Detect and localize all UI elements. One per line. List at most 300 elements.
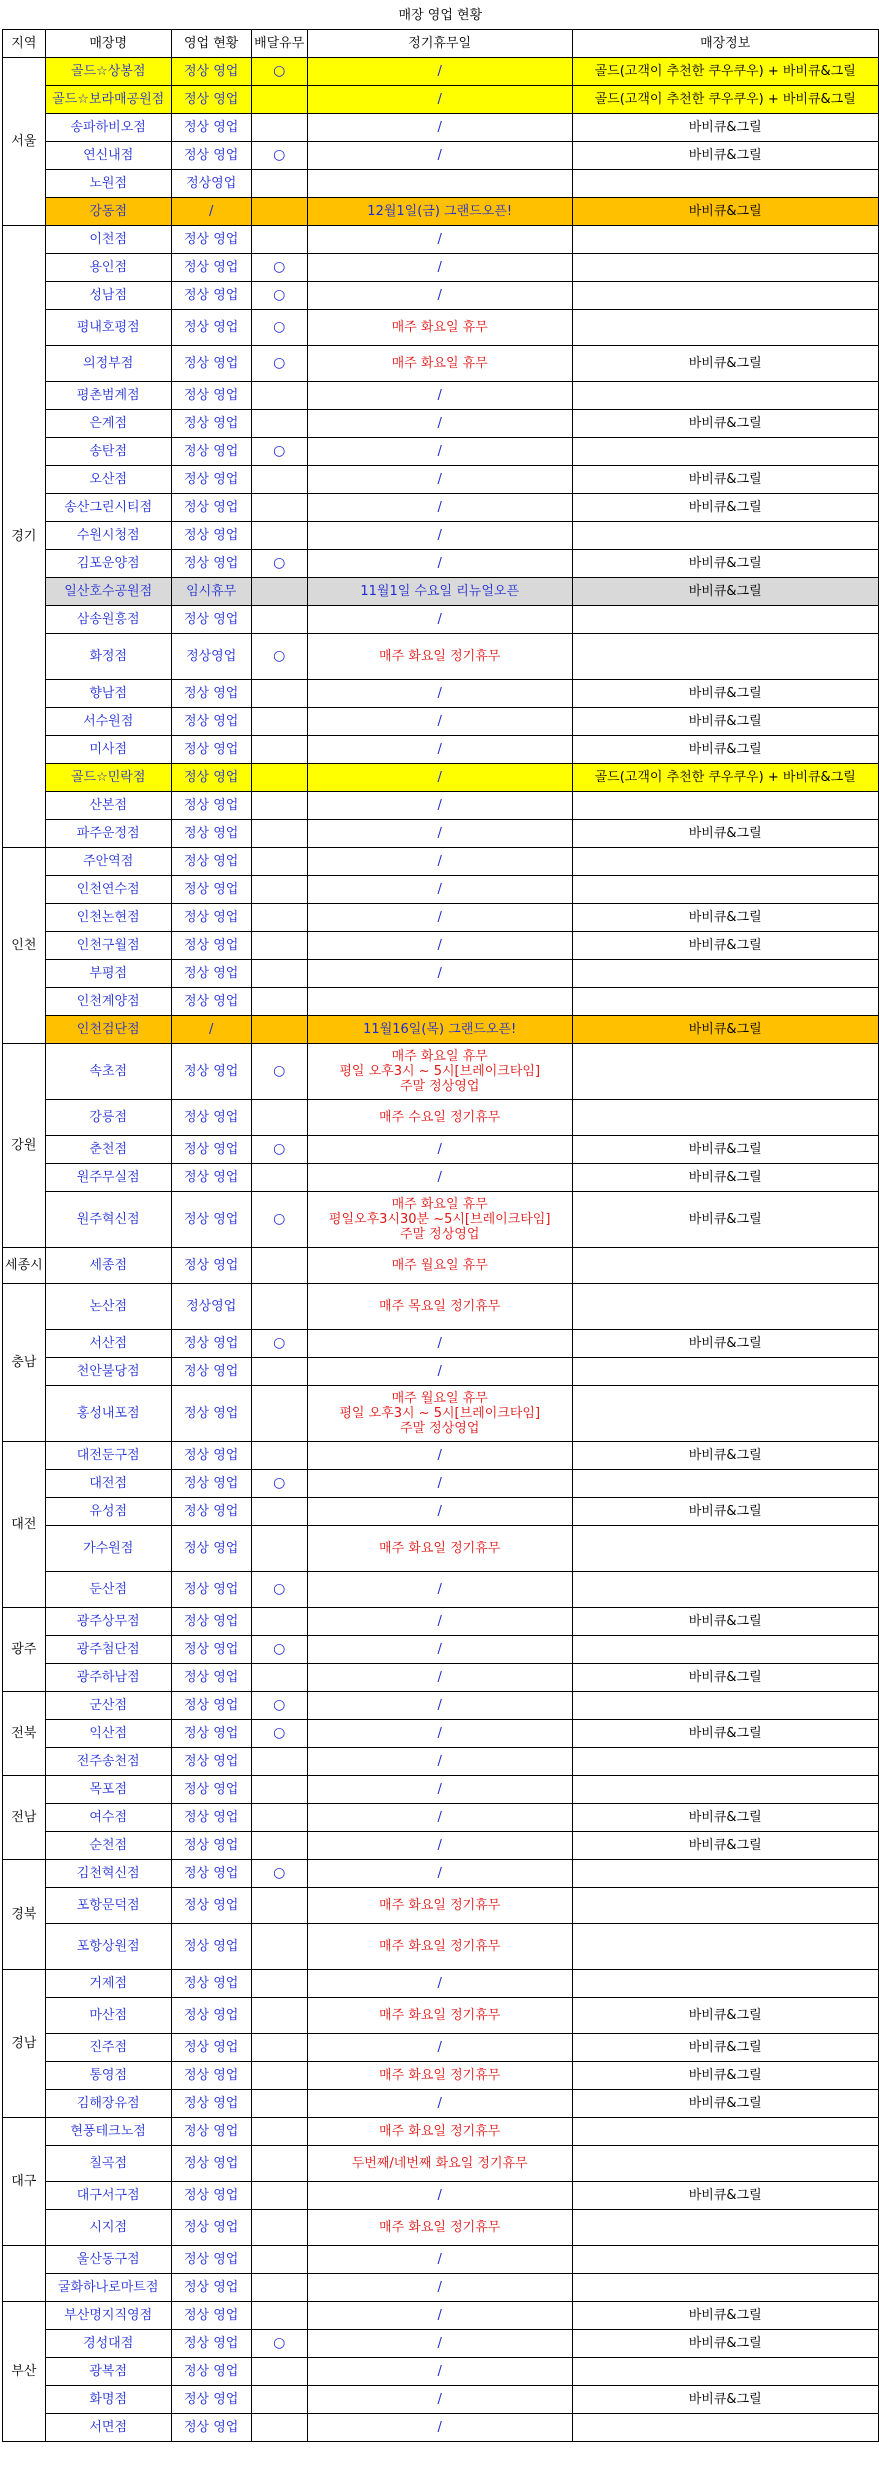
delivery-mark	[251, 1497, 307, 1525]
region-cell: 경북	[3, 1859, 46, 1969]
regular-holiday: /	[307, 679, 572, 707]
store-name: 의정부점	[45, 345, 171, 381]
store-info	[572, 253, 878, 281]
store-info: 바비큐&그릴	[572, 113, 878, 141]
regular-holiday: /	[307, 1497, 572, 1525]
store-info	[572, 959, 878, 987]
regular-holiday: /	[307, 959, 572, 987]
store-status: 정상 영업	[171, 1385, 251, 1441]
table-row	[3, 521, 879, 549]
store-status: 정상 영업	[171, 1043, 251, 1099]
delivery-mark	[251, 1525, 307, 1571]
table-row	[3, 1803, 879, 1831]
store-status: 정상 영업	[171, 987, 251, 1015]
delivery-mark	[251, 197, 307, 225]
store-status: 정상 영업	[171, 345, 251, 381]
table-row	[3, 959, 879, 987]
delivery-mark	[251, 521, 307, 549]
delivery-mark	[251, 2273, 307, 2301]
header-store-info: 매장정보	[572, 29, 878, 57]
store-name: 인천검단점	[45, 1015, 171, 1043]
store-info: 바비큐&그릴	[572, 903, 878, 931]
store-status: 정상 영업	[171, 1663, 251, 1691]
table-row	[3, 1831, 879, 1859]
table-row	[3, 2329, 879, 2357]
store-info	[572, 2413, 878, 2441]
delivery-mark	[251, 791, 307, 819]
store-name: 인천연수점	[45, 875, 171, 903]
table-row	[3, 847, 879, 875]
delivery-mark	[251, 2181, 307, 2209]
region-cell: 인천	[3, 847, 46, 1043]
table-row	[3, 2033, 879, 2061]
table-row	[3, 1747, 879, 1775]
region-cell: 서울	[3, 57, 46, 225]
table-row	[3, 281, 879, 309]
delivery-mark	[251, 2385, 307, 2413]
store-name: 거제점	[45, 1969, 171, 1997]
store-name: 부산명지직영점	[45, 2301, 171, 2329]
regular-holiday: /	[307, 605, 572, 633]
regular-holiday: /	[307, 57, 572, 85]
table-row	[3, 987, 879, 1015]
store-status: 정상 영업	[171, 1469, 251, 1497]
table-row	[3, 253, 879, 281]
table-row	[3, 1691, 879, 1719]
store-status: 정상 영업	[171, 707, 251, 735]
table-row	[3, 1859, 879, 1887]
delivery-mark: ○	[251, 1329, 307, 1357]
store-info	[572, 1571, 878, 1607]
table-row	[3, 1719, 879, 1747]
store-info: 바비큐&그릴	[572, 1191, 878, 1247]
delivery-mark: ○	[251, 1719, 307, 1747]
store-status: 정상 영업	[171, 281, 251, 309]
delivery-mark: ○	[251, 1571, 307, 1607]
store-status: 정상영업	[171, 633, 251, 679]
store-name: 원주혁신점	[45, 1191, 171, 1247]
store-name: 익산점	[45, 1719, 171, 1747]
regular-holiday: /	[307, 1163, 572, 1191]
region-cell: 대전	[3, 1441, 46, 1607]
regular-holiday: /	[307, 1747, 572, 1775]
store-name: 칠곡점	[45, 2145, 171, 2181]
store-status: 정상 영업	[171, 225, 251, 253]
store-info: 바비큐&그릴	[572, 1329, 878, 1357]
store-info: 바비큐&그릴	[572, 707, 878, 735]
store-name: 골드☆상봉점	[45, 57, 171, 85]
store-name: 세종점	[45, 1247, 171, 1283]
store-info	[572, 309, 878, 345]
delivery-mark	[251, 875, 307, 903]
holiday-line: 주말 정상영업	[399, 1226, 480, 1242]
store-name: 천안불당점	[45, 1357, 171, 1385]
store-status: 정상 영업	[171, 2117, 251, 2145]
delivery-mark	[251, 1099, 307, 1135]
store-status: 정상 영업	[171, 1803, 251, 1831]
holiday-line: 평일 오후3시 ~ 5시[브레이크타임]	[339, 1063, 541, 1079]
store-info: 바비큐&그릴	[572, 493, 878, 521]
store-name: 은계점	[45, 409, 171, 437]
table-row	[3, 2301, 879, 2329]
table-row	[3, 1247, 879, 1283]
store-info: 바비큐&그릴	[572, 2301, 878, 2329]
regular-holiday: 매주 화요일 정기휴무	[307, 2209, 572, 2245]
table-row	[3, 2181, 879, 2209]
delivery-mark	[251, 1015, 307, 1043]
store-status: 정상 영업	[171, 2145, 251, 2181]
table-row	[3, 1571, 879, 1607]
regular-holiday: /	[307, 2329, 572, 2357]
store-name: 광주하남점	[45, 1663, 171, 1691]
store-info	[572, 521, 878, 549]
delivery-mark: ○	[251, 141, 307, 169]
regular-holiday: 매주 목요일 정기휴무	[307, 1283, 572, 1329]
regular-holiday: /	[307, 437, 572, 465]
store-status: 정상 영업	[171, 931, 251, 959]
delivery-mark: ○	[251, 437, 307, 465]
store-name: 대구서구점	[45, 2181, 171, 2209]
store-info	[572, 381, 878, 409]
delivery-mark	[251, 2089, 307, 2117]
table-row	[3, 2245, 879, 2273]
store-status: 정상 영업	[171, 1441, 251, 1469]
delivery-mark	[251, 763, 307, 791]
table-row	[3, 2145, 879, 2181]
store-info	[572, 1099, 878, 1135]
holiday-line: 주말 정상영업	[399, 1078, 480, 1094]
store-status: 정상 영업	[171, 1571, 251, 1607]
store-info	[572, 1043, 878, 1099]
regular-holiday: /	[307, 2181, 572, 2209]
store-name: 노원점	[45, 169, 171, 197]
table-row	[3, 113, 879, 141]
store-info: 바비큐&그릴	[572, 679, 878, 707]
store-info	[572, 847, 878, 875]
table-row	[3, 1525, 879, 1571]
store-info	[572, 2145, 878, 2181]
regular-holiday	[307, 987, 572, 1015]
delivery-mark	[251, 577, 307, 605]
table-row	[3, 1663, 879, 1691]
regular-holiday: /	[307, 1803, 572, 1831]
region-cell: 전북	[3, 1691, 46, 1775]
header-region: 지역	[3, 29, 46, 57]
store-name: 원주무실점	[45, 1163, 171, 1191]
store-name: 인천구월점	[45, 931, 171, 959]
table-row	[3, 1329, 879, 1357]
table-row	[3, 2357, 879, 2385]
holiday-line: 평일 오후3시 ~ 5시[브레이크타임]	[339, 1405, 541, 1421]
holiday-line: 매주 월요일 휴무	[391, 1390, 488, 1406]
table-row	[3, 1357, 879, 1385]
store-name: 목포점	[45, 1775, 171, 1803]
region-cell: 부산	[3, 2301, 46, 2441]
table-row	[3, 1469, 879, 1497]
region-cell	[3, 2245, 46, 2301]
holiday-line: 주말 정상영업	[399, 1420, 480, 1436]
regular-holiday: 매주 화요일 정기휴무	[307, 2117, 572, 2145]
store-name: 진주점	[45, 2033, 171, 2061]
store-status: 정상 영업	[171, 2329, 251, 2357]
store-name: 골드☆보라매공원점	[45, 85, 171, 113]
store-name: 성남점	[45, 281, 171, 309]
store-info: 바비큐&그릴	[572, 1607, 878, 1635]
store-name: 가수원점	[45, 1525, 171, 1571]
store-status: 정상 영업	[171, 903, 251, 931]
region-cell: 경기	[3, 225, 46, 847]
table-row	[3, 345, 879, 381]
sheet-title: 매장 영업 현황	[398, 7, 483, 23]
store-status: 정상 영업	[171, 493, 251, 521]
table-row	[3, 169, 879, 197]
delivery-mark: ○	[251, 1635, 307, 1663]
regular-holiday: 매주 화요일 정기휴무	[307, 1923, 572, 1969]
store-status: 정상 영업	[171, 1163, 251, 1191]
delivery-mark: ○	[251, 1135, 307, 1163]
regular-holiday: 11월1일 수요일 리뉴얼오픈	[307, 577, 572, 605]
store-info	[572, 225, 878, 253]
delivery-mark	[251, 819, 307, 847]
store-info	[572, 2245, 878, 2273]
store-info: 바비큐&그릴	[572, 931, 878, 959]
store-info	[572, 1747, 878, 1775]
store-status: 정상 영업	[171, 2301, 251, 2329]
regular-holiday: 매주 월요일 휴무	[307, 1247, 572, 1283]
store-name: 골드☆민락점	[45, 763, 171, 791]
regular-holiday: /	[307, 381, 572, 409]
delivery-mark	[251, 1803, 307, 1831]
delivery-mark	[251, 959, 307, 987]
store-info	[572, 1775, 878, 1803]
regular-holiday	[307, 1043, 572, 1099]
table-row	[3, 1441, 879, 1469]
delivery-mark	[251, 465, 307, 493]
store-status: 정상 영업	[171, 1691, 251, 1719]
holiday-line: 평일오후3시30분 ~5시[브레이크타임]	[328, 1211, 551, 1227]
regular-holiday: 매주 화요일 정기휴무	[307, 633, 572, 679]
store-name: 광주상무점	[45, 1607, 171, 1635]
table-row	[3, 1163, 879, 1191]
delivery-mark	[251, 2301, 307, 2329]
store-status: 정상 영업	[171, 1525, 251, 1571]
regular-holiday: 매주 화요일 휴무	[307, 309, 572, 345]
regular-holiday: /	[307, 2245, 572, 2273]
regular-holiday: /	[307, 2033, 572, 2061]
store-status: 정상 영업	[171, 409, 251, 437]
store-name: 여수점	[45, 1803, 171, 1831]
store-info: 바비큐&그릴	[572, 1831, 878, 1859]
store-status: 임시휴무	[171, 577, 251, 605]
store-info: 바비큐&그릴	[572, 549, 878, 577]
store-info	[572, 169, 878, 197]
table-row	[3, 1497, 879, 1525]
table-row	[3, 903, 879, 931]
store-info	[572, 1635, 878, 1663]
store-status: 정상 영업	[171, 1099, 251, 1135]
delivery-mark: ○	[251, 549, 307, 577]
table-row	[3, 791, 879, 819]
delivery-mark: ○	[251, 633, 307, 679]
store-info: 골드(고객이 추천한 쿠우쿠우) + 바비큐&그릴	[572, 57, 878, 85]
regular-holiday: /	[307, 141, 572, 169]
regular-holiday: /	[307, 549, 572, 577]
regular-holiday: /	[307, 2301, 572, 2329]
regular-holiday	[307, 169, 572, 197]
store-info: 바비큐&그릴	[572, 2061, 878, 2089]
store-info	[572, 437, 878, 465]
header-status: 영업 현황	[171, 29, 251, 57]
table-row	[3, 2117, 879, 2145]
regular-holiday: /	[307, 819, 572, 847]
region-cell: 충남	[3, 1283, 46, 1441]
table-row	[3, 57, 879, 85]
store-status: 정상 영업	[171, 253, 251, 281]
store-name: 송산그린시티점	[45, 493, 171, 521]
store-status: 정상 영업	[171, 2181, 251, 2209]
store-status: 정상 영업	[171, 57, 251, 85]
store-info: 바비큐&그릴	[572, 1135, 878, 1163]
delivery-mark	[251, 679, 307, 707]
regular-holiday: /	[307, 735, 572, 763]
regular-holiday: /	[307, 1691, 572, 1719]
table-row	[3, 2385, 879, 2413]
store-status: 정상 영업	[171, 791, 251, 819]
table-row	[3, 1135, 879, 1163]
store-name: 광복점	[45, 2357, 171, 2385]
table-row	[3, 1969, 879, 1997]
store-status-table	[2, 2, 879, 2442]
table-row	[3, 679, 879, 707]
store-info	[572, 1283, 878, 1329]
table-row	[3, 931, 879, 959]
store-info: 바비큐&그릴	[572, 1663, 878, 1691]
store-name: 현풍테크노점	[45, 2117, 171, 2145]
regular-holiday: /	[307, 113, 572, 141]
region-cell: 전남	[3, 1775, 46, 1859]
store-info: 바비큐&그릴	[572, 409, 878, 437]
store-info	[572, 2357, 878, 2385]
delivery-mark	[251, 1385, 307, 1441]
regular-holiday: /	[307, 521, 572, 549]
store-info: 바비큐&그릴	[572, 1803, 878, 1831]
regular-holiday: /	[307, 1719, 572, 1747]
delivery-mark	[251, 225, 307, 253]
table-row	[3, 309, 879, 345]
delivery-mark	[251, 903, 307, 931]
regular-holiday: /	[307, 281, 572, 309]
store-status: 정상 영업	[171, 959, 251, 987]
regular-holiday: /	[307, 791, 572, 819]
regular-holiday: 11월16일(목) 그랜드오픈!	[307, 1015, 572, 1043]
regular-holiday: 12월1일(금) 그랜드오픈!	[307, 197, 572, 225]
regular-holiday: /	[307, 1663, 572, 1691]
delivery-mark	[251, 1747, 307, 1775]
delivery-mark: ○	[251, 2329, 307, 2357]
store-name: 둔산점	[45, 1571, 171, 1607]
regular-holiday: /	[307, 2385, 572, 2413]
store-status: 정상 영업	[171, 1635, 251, 1663]
store-info: 바비큐&그릴	[572, 345, 878, 381]
regular-holiday: /	[307, 1135, 572, 1163]
regular-holiday: 매주 화요일 정기휴무	[307, 1525, 572, 1571]
table-row	[3, 141, 879, 169]
table-row	[3, 1283, 879, 1329]
store-info	[572, 1859, 878, 1887]
delivery-mark	[251, 2117, 307, 2145]
store-info: 바비큐&그릴	[572, 197, 878, 225]
store-info	[572, 1691, 878, 1719]
regular-holiday: /	[307, 763, 572, 791]
regular-holiday: /	[307, 707, 572, 735]
store-name: 통영점	[45, 2061, 171, 2089]
delivery-mark	[251, 1969, 307, 1997]
table-row	[3, 1775, 879, 1803]
store-status: 정상 영업	[171, 2089, 251, 2117]
table-row	[3, 1099, 879, 1135]
store-info: 바비큐&그릴	[572, 1015, 878, 1043]
store-status: 정상 영업	[171, 141, 251, 169]
holiday-line: 매주 화요일 휴무	[391, 1048, 488, 1064]
store-info: 바비큐&그릴	[572, 2329, 878, 2357]
delivery-mark	[251, 2209, 307, 2245]
store-name: 파주운정점	[45, 819, 171, 847]
table-row	[3, 1887, 879, 1923]
store-info	[572, 1385, 878, 1441]
store-status: 정상 영업	[171, 875, 251, 903]
store-name: 광주첨단점	[45, 1635, 171, 1663]
regular-holiday: /	[307, 1859, 572, 1887]
store-status: 정상 영업	[171, 549, 251, 577]
store-name: 강릉점	[45, 1099, 171, 1135]
regular-holiday	[307, 1385, 572, 1441]
delivery-mark	[251, 85, 307, 113]
delivery-mark	[251, 1923, 307, 1969]
delivery-mark: ○	[251, 1859, 307, 1887]
store-info: 바비큐&그릴	[572, 819, 878, 847]
store-name: 화정점	[45, 633, 171, 679]
store-info	[572, 875, 878, 903]
regular-holiday: /	[307, 253, 572, 281]
store-info: 골드(고객이 추천한 쿠우쿠우) + 바비큐&그릴	[572, 85, 878, 113]
table-row	[3, 763, 879, 791]
regular-holiday: /	[307, 1969, 572, 1997]
store-name: 연신내점	[45, 141, 171, 169]
store-status: 정상 영업	[171, 1887, 251, 1923]
header-store-name: 매장명	[45, 29, 171, 57]
store-info: 바비큐&그릴	[572, 2385, 878, 2413]
table-body	[3, 2, 879, 2441]
regular-holiday: /	[307, 1571, 572, 1607]
regular-holiday: /	[307, 225, 572, 253]
store-status: 정상 영업	[171, 2061, 251, 2089]
store-info: 바비큐&그릴	[572, 1719, 878, 1747]
store-name: 이천점	[45, 225, 171, 253]
store-name: 김천혁신점	[45, 1859, 171, 1887]
regular-holiday: /	[307, 1469, 572, 1497]
store-status: 정상 영업	[171, 1747, 251, 1775]
store-name: 김해장유점	[45, 2089, 171, 2117]
region-cell: 세종시	[3, 1247, 46, 1283]
delivery-mark	[251, 2061, 307, 2089]
regular-holiday: /	[307, 903, 572, 931]
table-row	[3, 465, 879, 493]
table-row	[3, 2089, 879, 2117]
store-info: 바비큐&그릴	[572, 1441, 878, 1469]
store-name: 삼송원흥점	[45, 605, 171, 633]
table-row	[3, 437, 879, 465]
store-status: 정상 영업	[171, 1135, 251, 1163]
